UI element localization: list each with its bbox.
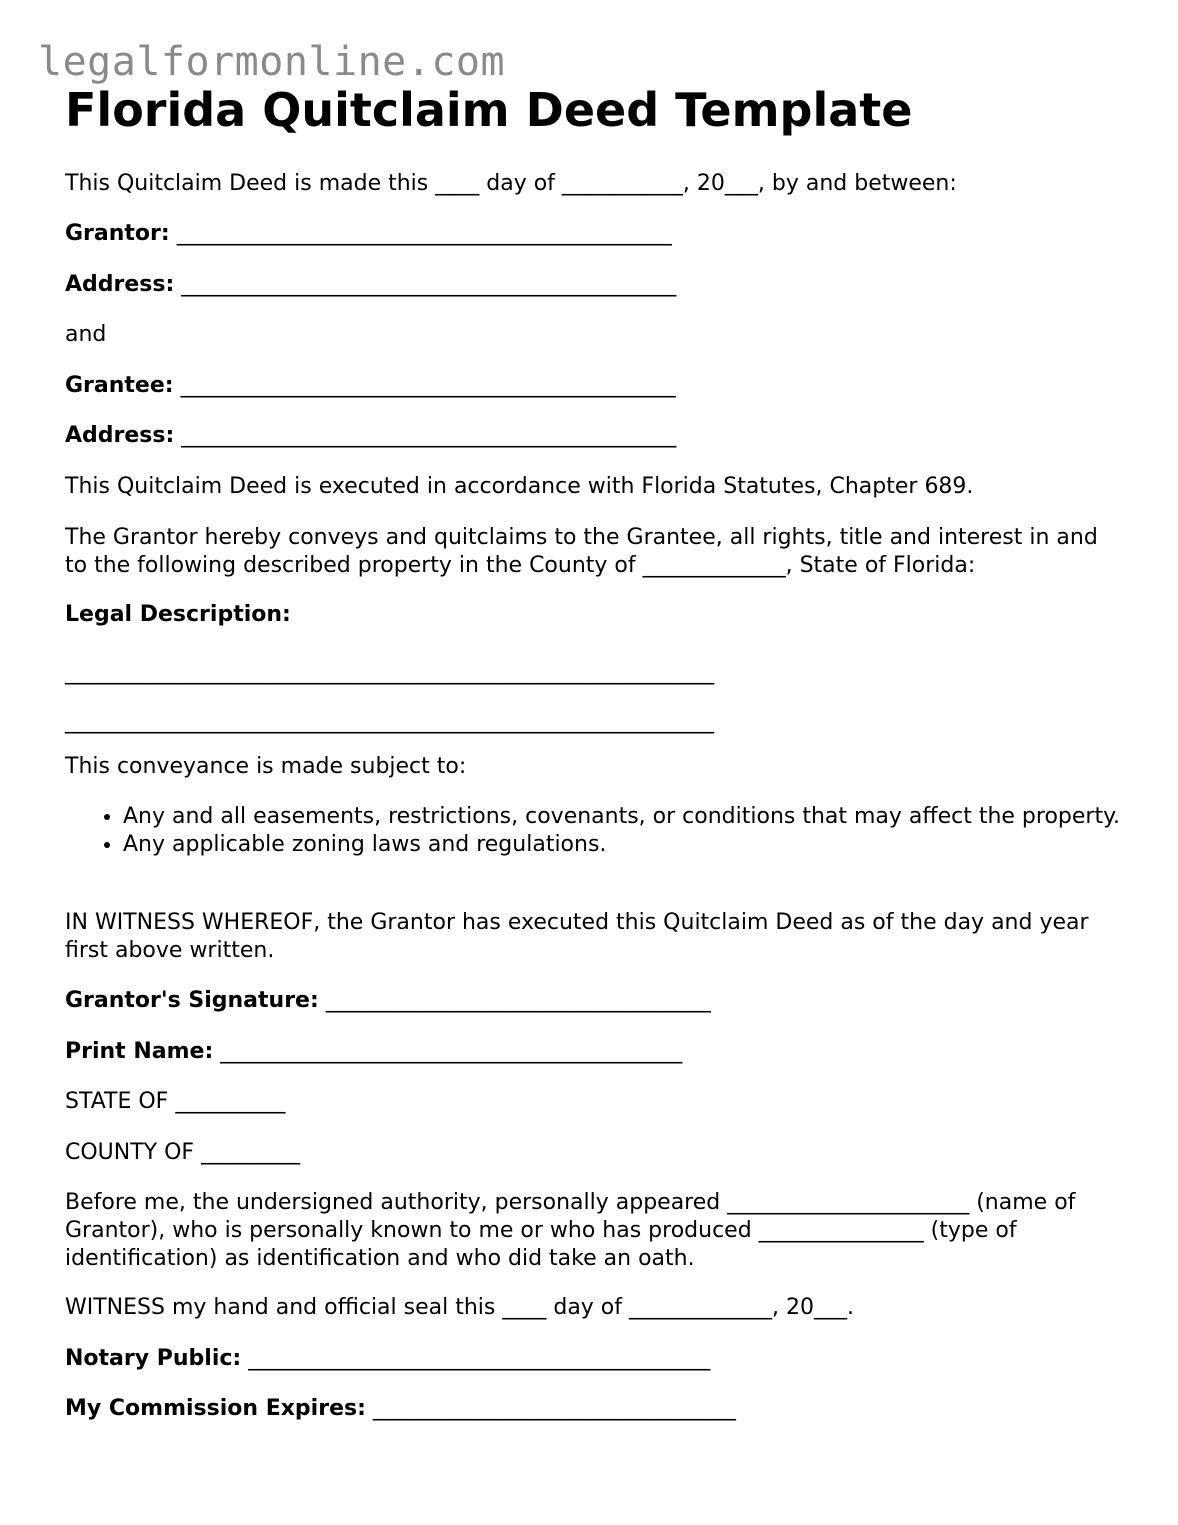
grantee-address-blank[interactable]: _____________________________________________ bbox=[181, 423, 677, 448]
commission-expires-blank[interactable]: _________________________________ bbox=[372, 1396, 736, 1421]
notary-public-blank[interactable]: __________________________________________ bbox=[248, 1346, 711, 1371]
notary-public-field bbox=[65, 1345, 710, 1373]
grantor-address-blank[interactable]: _____________________________________________ bbox=[181, 272, 677, 297]
grantor-signature-label: Grantor's Signature: bbox=[65, 988, 319, 1013]
subject-list bbox=[65, 803, 1123, 859]
intro-paragraph: This Quitclaim Deed is made this ____ day of ___________, 20___, by and between: bbox=[65, 171, 957, 196]
grantor-label: Grantor: bbox=[65, 221, 170, 246]
subject-item-easements: • Any and all easements, restrictions, covenants, or conditions that may affect the property. bbox=[123, 803, 1123, 831]
grantee-blank[interactable]: _____________________________________________ bbox=[180, 373, 676, 398]
page-title: Florida Quitclaim Deed Template bbox=[65, 83, 913, 137]
subject-item-zoning: • Any applicable zoning laws and regulations. bbox=[123, 831, 1123, 859]
grantor-signature-field bbox=[65, 987, 711, 1015]
print-name-blank[interactable]: __________________________________________ bbox=[220, 1039, 683, 1064]
county-of-field[interactable]: COUNTY OF _________ bbox=[65, 1140, 301, 1165]
grantee-label: Grantee: bbox=[65, 373, 174, 398]
watermark-text: legalformonline.com bbox=[38, 39, 506, 85]
commission-expires-field bbox=[65, 1395, 736, 1423]
legal-description-label: Legal Description: bbox=[65, 602, 291, 627]
grantee-field bbox=[65, 372, 676, 400]
grantor-field bbox=[65, 220, 672, 248]
commission-expires-label: My Commission Expires: bbox=[65, 1396, 366, 1421]
statute-paragraph: This Quitclaim Deed is executed in accordance with Florida Statutes, Chapter 689. bbox=[65, 474, 974, 499]
and-text: and bbox=[65, 322, 107, 347]
witness-seal-paragraph: WITNESS my hand and official seal this ____ day of _____________, 20___. bbox=[65, 1295, 854, 1320]
notary-public-label: Notary Public: bbox=[65, 1346, 242, 1371]
print-name-field bbox=[65, 1038, 682, 1066]
grantor-blank[interactable]: _____________________________________________ bbox=[176, 221, 672, 246]
state-of-field[interactable]: STATE OF __________ bbox=[65, 1089, 286, 1114]
print-name-label: Print Name: bbox=[65, 1039, 214, 1064]
legal-description-line-1[interactable]: ___________________________________________________________ bbox=[65, 660, 714, 685]
notary-paragraph: Before me, the undersigned authority, personally appeared ______________________ (name of Grantor), who is personally known to me or who has produced _______________ (type of identification) as identification and who did take an oath. bbox=[65, 1190, 1076, 1271]
grantor-signature-blank[interactable]: ___________________________________ bbox=[325, 988, 711, 1013]
legal-description-line-2[interactable]: ___________________________________________________________ bbox=[65, 709, 714, 734]
subject-intro: This conveyance is made subject to: bbox=[65, 754, 467, 779]
grantor-address-field bbox=[65, 271, 676, 299]
grantee-address-field bbox=[65, 422, 676, 450]
convey-paragraph: The Grantor hereby conveys and quitclaims to the Grantee, all rights, title and interest in and to the following described property in the County of _____________, State of Florida: bbox=[65, 525, 1098, 578]
witness-paragraph: IN WITNESS WHEREOF, the Grantor has executed this Quitclaim Deed as of the day and year first above written. bbox=[65, 910, 1089, 963]
grantor-address-label: Address: bbox=[65, 272, 175, 297]
grantee-address-label: Address: bbox=[65, 423, 175, 448]
